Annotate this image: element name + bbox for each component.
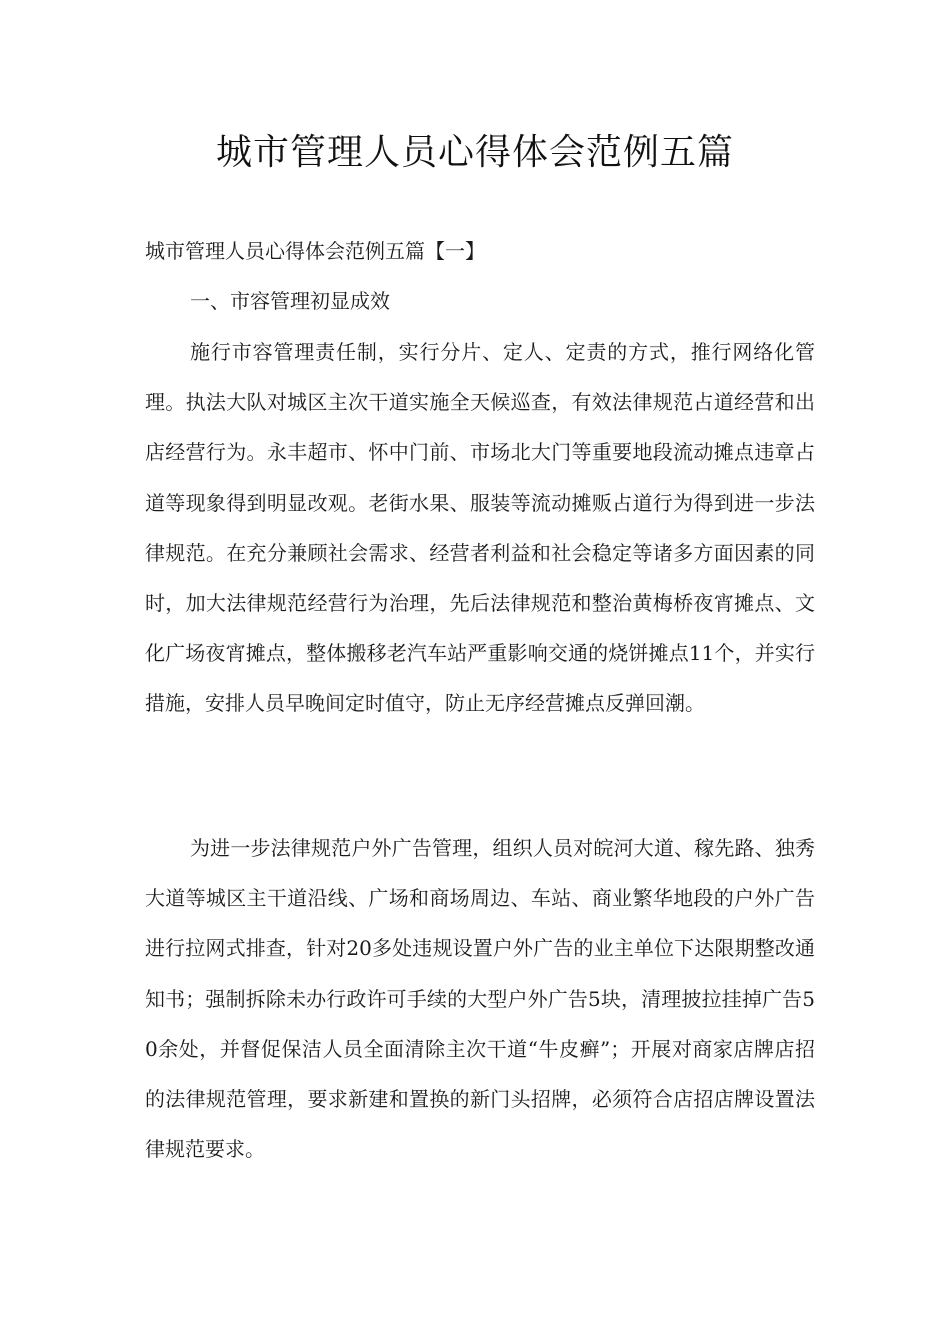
document-title: 城市管理人员心得体会范例五篇 — [215, 132, 734, 173]
subheading: 一、市容管理初显成效 — [190, 289, 390, 313]
body-paragraph: 为进一步法律规范户外广告管理，组织人员对皖河大道、稼先路、独秀大道等城区主干道沿线、广场和商场周边、车站、商业繁华地段的户外广告进行拉网式排查，针对20多处违规设置户外广告的业主单位下达限期整改通知书；强制拆除未办行政许可手续的大型户外广告5块，清理披拉挂掉广告50余处，并督促保洁人员全面清除主次干道“牛皮癣”；开展对商家店牌店招的法律规范管理，要求新建和置换的新门头招牌，必须符合店招店牌设置法律规范要求。 — [145, 836, 815, 1162]
body-paragraph: 施行市容管理责任制，实行分片、定人、定责的方式，推行网络化管理。执法大队对城区主次干道实施全天候巡查，有效法律规范占道经营和出店经营行为。永丰超市、怀中门前、市场北大门等重要地段流动摊点违章占道等现象得到明显改观。老街水果、服装等流动摊贩占道行为得到进一步法律规范。在充分兼顾社会需求、经营者利益和社会稳定等诸多方面因素的同时，加大法律规范经营行为治理，先后法律规范和整治黄梅桥夜宵摊点、文化广场夜宵摊点，整体搬移老汽车站严重影响交通的烧饼摊点11个，并实行措施，安排人员早晚间定时值守，防止无序经营摊点反弹回潮。 — [145, 340, 815, 716]
section-heading: 城市管理人员心得体会范例五篇【一】 — [145, 239, 485, 263]
